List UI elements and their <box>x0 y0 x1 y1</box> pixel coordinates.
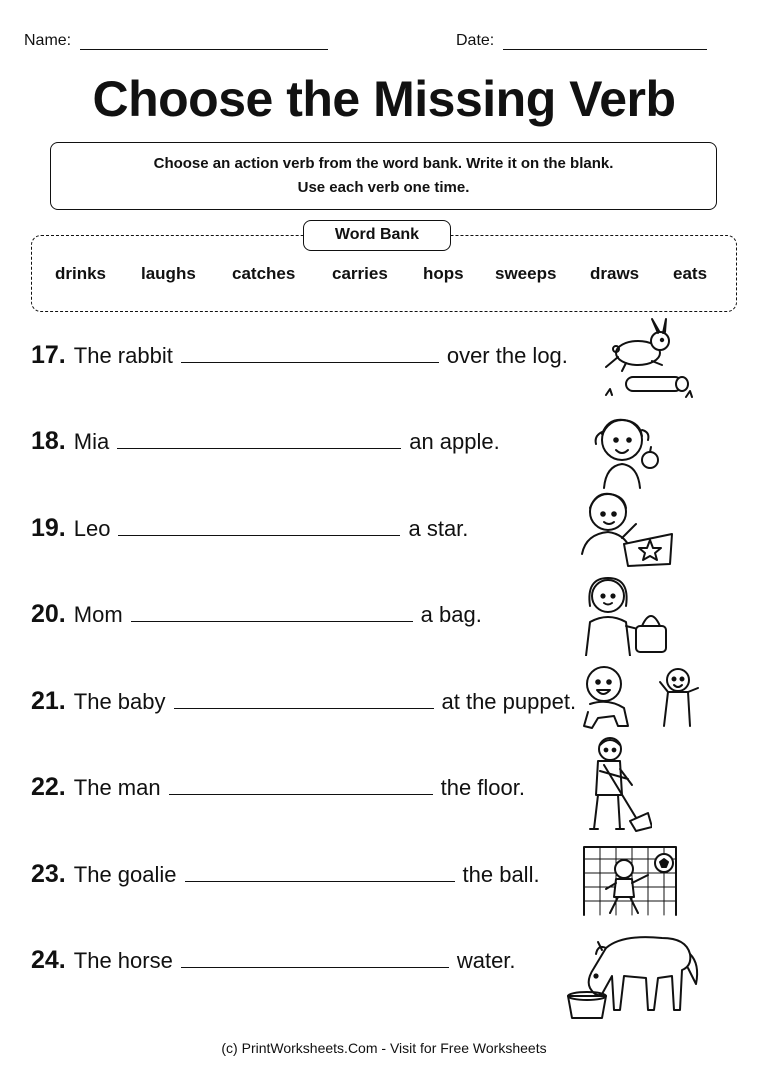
question-number: 23. <box>31 860 66 888</box>
question-20 <box>31 599 482 639</box>
question-24 <box>31 945 516 985</box>
word-bank-word: carries <box>332 264 388 283</box>
baby-laughing-at-puppet-icon <box>578 662 702 730</box>
rabbit-hopping-over-log-icon <box>596 315 696 403</box>
question-text-after: an apple. <box>409 429 500 454</box>
question-number: 18. <box>31 427 66 455</box>
question-text-before: The goalie <box>73 862 177 887</box>
word-bank-word: eats <box>673 264 708 283</box>
question-17 <box>31 340 568 380</box>
question-text-after: over the log. <box>446 343 568 368</box>
question-text-before: Leo <box>73 516 111 541</box>
answer-blank[interactable] <box>131 599 413 622</box>
man-sweeping-icon <box>582 735 652 833</box>
word-bank-word: hops <box>423 264 464 283</box>
question-number: 20. <box>31 600 66 628</box>
word-bank-word: drinks <box>55 264 107 283</box>
instructions-line-2: Use each verb one time. <box>297 179 470 196</box>
answer-blank[interactable] <box>169 772 433 795</box>
name-label: Name: <box>24 32 72 49</box>
date-label: Date: <box>456 32 495 49</box>
word-bank-word: sweeps <box>495 264 557 283</box>
question-text-before: The horse <box>73 948 173 973</box>
mom-carrying-bag-icon <box>582 572 672 656</box>
question-text-before: The rabbit <box>73 343 173 368</box>
instructions-box <box>50 142 717 210</box>
answer-blank[interactable] <box>185 859 455 882</box>
question-text-before: Mom <box>73 602 123 627</box>
answer-blank[interactable] <box>181 340 439 363</box>
question-number: 21. <box>31 687 66 715</box>
question-text-after: a bag. <box>420 602 482 627</box>
question-number: 22. <box>31 773 66 801</box>
boy-drawing-star-icon <box>578 488 676 568</box>
instructions-line-1: Choose an action verb from the word bank. Write it on the blank. <box>153 155 614 172</box>
question-text-before: Mia <box>73 429 110 454</box>
date-field[interactable] <box>503 49 707 50</box>
question-number: 19. <box>31 514 66 542</box>
word-bank-word: laughs <box>141 264 196 283</box>
answer-blank[interactable] <box>117 426 401 449</box>
name-field[interactable] <box>80 49 328 50</box>
question-number: 24. <box>31 946 66 974</box>
word-bank-word: catches <box>232 264 296 283</box>
question-21 <box>31 686 576 726</box>
page-title: Choose the Missing Verb <box>92 71 676 127</box>
question-text-after: a star. <box>408 516 469 541</box>
question-23 <box>31 859 540 899</box>
question-text-before: The man <box>73 775 161 800</box>
goalie-catching-ball-icon <box>580 843 680 917</box>
footer-credit: (c) PrintWorksheets.Com - Visit for Free Worksheets <box>221 1040 547 1056</box>
question-text-after: the ball. <box>462 862 540 887</box>
word-bank-title: Word Bank <box>303 220 451 251</box>
question-22 <box>31 772 525 812</box>
word-bank-word: draws <box>590 264 640 283</box>
question-19 <box>31 513 468 553</box>
answer-blank[interactable] <box>118 513 400 536</box>
girl-eating-apple-icon <box>588 410 668 490</box>
question-number: 17. <box>31 341 66 369</box>
answer-blank[interactable] <box>181 945 449 968</box>
question-text-before: The baby <box>73 689 166 714</box>
question-text-after: at the puppet. <box>441 689 577 714</box>
question-text-after: the floor. <box>440 775 525 800</box>
horse-drinking-water-icon <box>562 924 702 1020</box>
question-18 <box>31 426 500 466</box>
question-text-after: water. <box>456 948 516 973</box>
answer-blank[interactable] <box>174 686 434 709</box>
